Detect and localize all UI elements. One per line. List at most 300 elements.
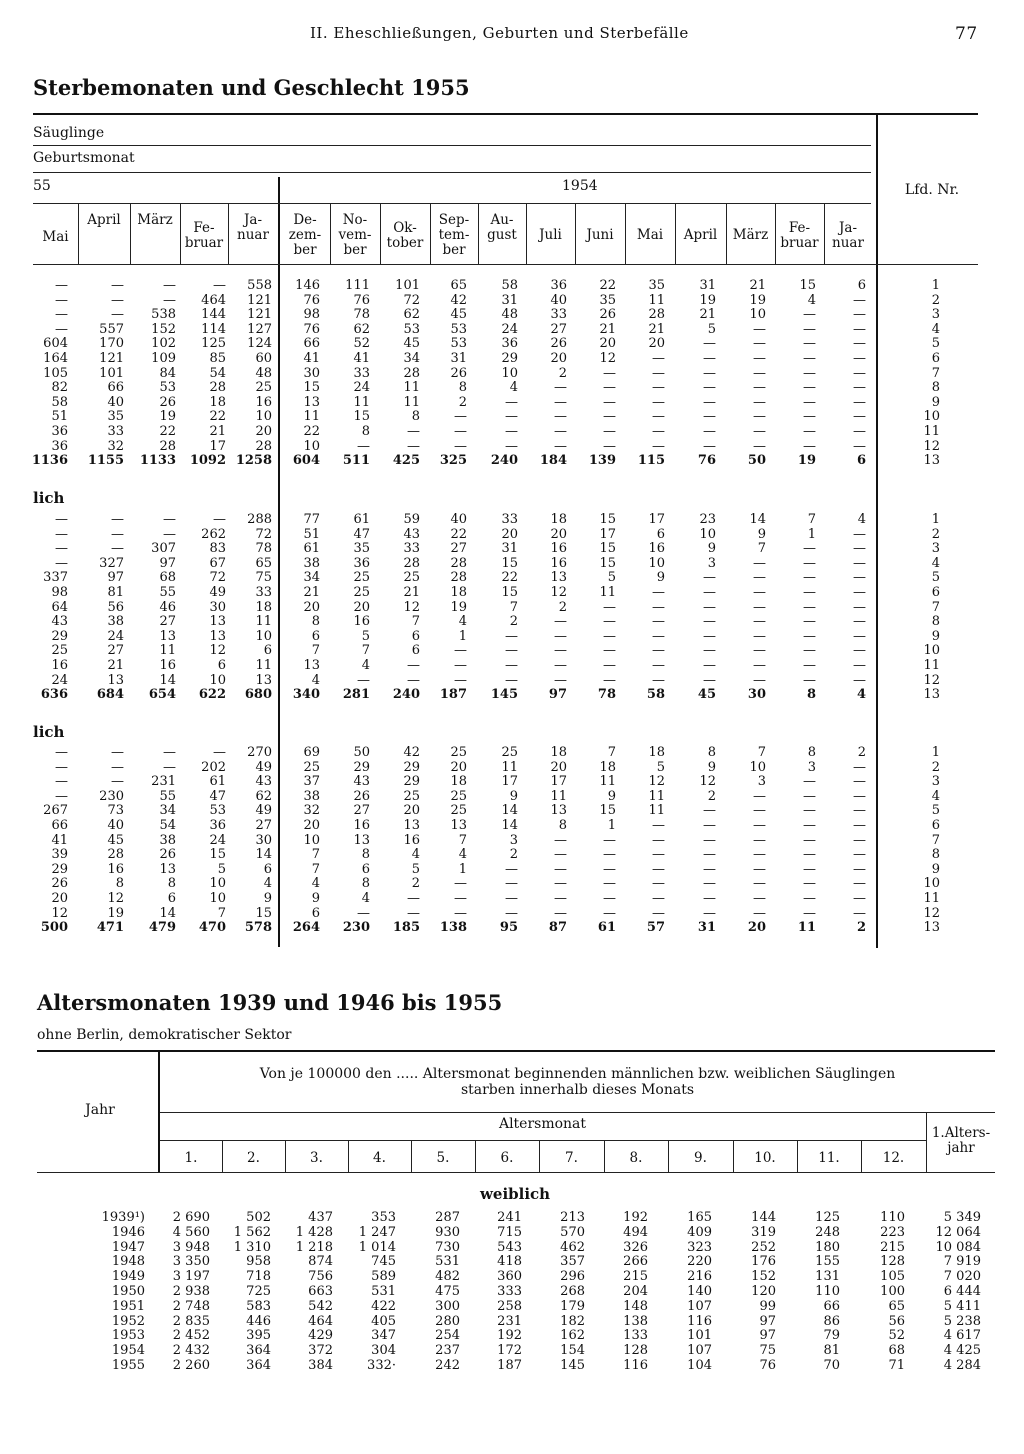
column-divider [526,204,527,264]
table-cell: 48 [255,365,272,381]
table-cell: 4 [458,614,467,630]
table-cell: 4 [411,847,420,863]
table-cell: 17 [501,774,518,790]
row-number: 3 [931,774,940,790]
table-cell: 187 [497,1358,522,1373]
table-cell: — [853,803,866,819]
table-cell: 107 [687,1343,712,1359]
table-cell: 15 [303,380,320,396]
table-cell: — [357,905,370,921]
table-cell: 28 [159,438,176,454]
table-cell: 270 [247,745,272,760]
table-cell: 14 [749,512,766,527]
table-cell: 45 [107,832,124,848]
table-cell: 340 [292,687,320,703]
table-cell: 16 [550,541,567,557]
table-cell: — [603,861,616,877]
table-cell: — [803,774,816,790]
table-cell: 2 [509,614,518,630]
table-cell: 145 [560,1358,585,1373]
table-cell: 296 [560,1269,585,1285]
table-cell: 16 [159,658,176,673]
table-cell: — [803,365,816,381]
table-cell: 11 [599,774,616,790]
table-cell: 192 [623,1210,648,1225]
table-cell: 128 [880,1254,905,1270]
table-cell: 409 [687,1224,712,1240]
rule-year [33,203,871,204]
table-cell: — [505,905,518,921]
table-cell: — [753,585,766,600]
table-cell: 332· [367,1358,396,1373]
table-cell: 52 [888,1328,905,1344]
table-cell: — [505,628,518,644]
column-header: Au- gust [487,212,517,243]
table-cell: 7 919 [943,1254,981,1270]
table-cell: 11 [403,394,420,410]
table-cell: 20 [51,891,68,906]
table-cell: 604 [292,453,320,469]
table-cell: — [753,424,766,439]
table-cell: 24 [107,628,124,644]
table-cell: — [554,643,567,659]
table-cell: 121 [247,307,272,323]
table-cell: — [603,614,616,630]
table-cell: 140 [687,1284,712,1299]
table-cell: — [652,599,665,615]
table-cell: 22 [209,409,226,425]
table-cell: 5 [656,759,665,775]
table-cell: 18 [255,599,272,615]
table-cell: — [753,409,766,425]
table-cell: — [55,307,68,323]
table-cell: 20 [303,599,320,615]
table-cell: 138 [439,920,467,936]
table-cell: 10 [209,891,226,906]
table-cell: 538 [151,307,176,323]
row-number: 9 [931,628,940,644]
table-cell: 7 020 [943,1269,981,1285]
table-cell: 223 [880,1224,905,1240]
table-cell: 38 [159,832,176,848]
table-cell: 6 444 [943,1284,981,1299]
table-cell: — [853,876,866,892]
table-cell: — [652,905,665,921]
table-cell: 7 [311,847,320,863]
table-cell: — [505,394,518,410]
table-cell: — [803,861,816,877]
month-divider [348,1141,349,1172]
table-cell: 46 [159,599,176,615]
table-cell: 61 [209,774,226,790]
table-cell: 20 [501,526,518,542]
table-cell: 3 [757,774,766,790]
page-number: 77 [955,24,978,44]
table-cell: 27 [159,614,176,630]
column-header: De- zem- ber [288,212,322,258]
table-cell: — [603,380,616,396]
table-cell: 62 [353,321,370,337]
table-cell: 9 [263,891,272,906]
table-cell: — [853,409,866,425]
table-cell: 29 [403,774,420,790]
table-cell: 101 [395,278,420,293]
table-cell: 16 [550,555,567,571]
table-cell: — [454,672,467,688]
table-cell: 19 [107,905,124,921]
table-cell: 482 [435,1269,460,1285]
table-cell: 11 [255,614,272,630]
table-cell: — [853,380,866,396]
table-cell: — [554,614,567,630]
table-cell: — [505,876,518,892]
table-cell: — [803,585,816,600]
year-cell: 1949 [111,1269,145,1285]
table-cell: 231 [497,1313,522,1329]
table-cell: — [163,512,176,527]
table-cell: — [652,861,665,877]
table-cell: 8 [361,876,370,892]
table-cell: 21 [599,321,616,337]
table-cell: — [703,394,716,410]
table-cell: — [55,512,68,527]
table-cell: 41 [51,832,68,848]
table-cell: 6 [411,628,420,644]
table-cell: 745 [371,1254,396,1270]
table-cell: — [803,788,816,804]
table-cell: 48 [501,307,518,323]
row-number: 1 [931,745,940,760]
row-number: 6 [931,585,940,600]
table-cell: 1 218 [295,1239,333,1255]
table-cell: 98 [51,585,68,600]
table-cell: — [853,351,866,366]
table-cell: — [753,628,766,644]
table-cell: 15 [599,512,616,527]
year-cell: 1952 [111,1313,145,1329]
table-cell: — [753,788,766,804]
table-cell: 31 [697,920,716,936]
table-cell: 4 [807,292,816,308]
table-cell: — [803,351,816,366]
table-cell: 176 [751,1254,776,1270]
table-cell: 72 [255,526,272,542]
column-header: Fe- bruar [184,220,224,251]
table-cell: 1258 [235,453,272,469]
table-cell: 326 [623,1239,648,1255]
table-cell: 4 284 [943,1358,981,1373]
table-cell: 357 [560,1254,585,1270]
table-cell: 930 [435,1224,460,1240]
column-header: April [87,212,121,228]
table-cell: — [803,847,816,863]
table-cell: 114 [201,321,226,337]
table-cell: 4 [361,891,370,906]
table-cell: 33 [403,541,420,557]
table-cell: 4 [263,876,272,892]
table-cell: — [753,336,766,352]
table-cell: 15 [599,803,616,819]
table-cell: 107 [687,1298,712,1314]
table-cell: 1136 [31,453,68,469]
column-divider [78,204,79,264]
table-cell: 304 [371,1343,396,1359]
table-cell: — [853,555,866,571]
table-cell: — [703,847,716,863]
table-cell: — [753,832,766,848]
table-cell: — [803,555,816,571]
label-year-1954: 1954 [562,178,598,194]
table-cell: 364 [246,1343,271,1359]
table-cell: — [803,307,816,323]
table-cell: — [652,628,665,644]
table-cell: 165 [687,1210,712,1225]
table-cell: 1 428 [295,1224,333,1240]
table-cell: 372 [308,1343,333,1359]
table-cell: 462 [560,1239,585,1255]
table-cell: 47 [209,788,226,804]
table-cell: 32 [303,803,320,819]
table-cell: 36 [209,818,226,833]
table-cell: 61 [303,541,320,557]
table-cell: 2 [856,920,866,936]
table-cell: 663 [308,1284,333,1299]
table-cell: 170 [99,336,124,352]
table-cell: 20 [303,818,320,833]
table-cell: — [853,861,866,877]
column-header: März [732,227,769,243]
table-cell: 164 [43,351,68,366]
table-cell: — [803,599,816,615]
table-cell: 21 [749,278,766,293]
table-cell: 958 [246,1254,271,1270]
row-number: 11 [923,424,940,439]
table-cell: 6 [263,643,272,659]
table-cell: 28 [450,555,467,571]
table-cell: — [703,336,716,352]
month-divider [475,1141,476,1172]
table-cell: 31 [699,278,716,293]
table-cell: 730 [435,1239,460,1255]
table-cell: — [652,643,665,659]
table-cell: 24 [51,672,68,688]
year-cell: 1950 [111,1284,145,1299]
table-cell: — [853,541,866,557]
table-cell: 1 [458,861,467,877]
table-cell: 40 [550,292,567,308]
table-cell: — [853,599,866,615]
table-cell: 35 [648,278,665,293]
table-cell: 1 [607,818,616,833]
table-cell: 72 [403,292,420,308]
table-cell: 268 [560,1284,585,1299]
column-divider [380,204,381,264]
table-cell: 327 [99,555,124,571]
table-cell: — [454,438,467,454]
table-cell: — [111,307,124,323]
table-cell: 464 [201,292,226,308]
table-cell: 7 [361,643,370,659]
table-cell: 12 [599,351,616,366]
table-cell: — [753,321,766,337]
table-cell: 71 [888,1358,905,1373]
table-cell: 24 [209,832,226,848]
table-cell: 11 [403,380,420,396]
table-cell: — [853,307,866,323]
table-cell: 4 [458,847,467,863]
table-cell: — [853,774,866,790]
table-cell: 5 349 [943,1210,981,1225]
table-cell: 10 [209,876,226,892]
table-cell: — [357,672,370,688]
table-cell: — [55,321,68,337]
table-cell: — [853,365,866,381]
column-header: Sep- tem- ber [438,212,470,258]
table-cell: — [163,278,176,293]
table-cell: 604 [43,336,68,352]
table-cell: — [803,541,816,557]
month-divider [861,1141,862,1172]
row-number: 13 [923,687,940,703]
table-cell: 11 [599,585,616,600]
table-cell: — [853,759,866,775]
table-cell: — [407,905,420,921]
row-number: 7 [931,365,940,381]
table-cell: 55 [159,788,176,804]
year-cell: 1954 [111,1343,145,1359]
table-cell: 145 [490,687,518,703]
table-cell: 152 [151,321,176,337]
month-header: 2. [247,1150,260,1166]
table-cell: — [703,861,716,877]
column-header: April [683,227,718,243]
table-cell: 258 [497,1298,522,1314]
table-cell: 280 [435,1313,460,1329]
table-cell: 21 [403,585,420,600]
table-cell: 16 [403,832,420,848]
table-cell: 500 [40,920,68,936]
table-cell: — [603,891,616,906]
table-cell: — [803,321,816,337]
year-cell: 1947 [111,1239,145,1255]
table-cell: 40 [107,818,124,833]
table-cell: 6 [311,628,320,644]
month-divider [222,1141,223,1172]
table-cell: 4 [509,380,518,396]
table-cell: 97 [759,1313,776,1329]
table-cell: — [454,409,467,425]
table-cell: — [753,438,766,454]
table-cell: 43 [403,526,420,542]
table-cell: 62 [403,307,420,323]
table-cell: 264 [292,920,320,936]
table-cell: — [652,585,665,600]
table-cell: — [853,336,866,352]
table-cell: — [803,614,816,630]
table-cell: 53 [159,380,176,396]
table-cell: 9 [757,526,766,542]
table-cell: 50 [747,453,766,469]
table-cell: 2 452 [172,1328,210,1344]
label-year-55: 55 [33,178,51,194]
table-cell: 187 [439,687,467,703]
table-cell: 26 [159,394,176,410]
table-cell: 3 948 [172,1239,210,1255]
table-cell: 33 [550,307,567,323]
year-cell: 1939¹) [101,1210,145,1225]
table-cell: 25 [450,788,467,804]
table-cell: 5 [361,628,370,644]
table-cell: 10 [501,365,518,381]
table-cell: — [753,555,766,571]
table-cell: 67 [209,555,226,571]
table-cell: — [703,614,716,630]
table-cell: 12 [550,585,567,600]
table-cell: 52 [353,336,370,352]
table-cell: 120 [751,1284,776,1299]
table-cell: 60 [255,351,272,366]
table-cell: — [111,745,124,760]
table-cell: 125 [201,336,226,352]
table-cell: — [505,891,518,906]
table-cell: 13 [303,394,320,410]
table-cell: 4 [361,658,370,673]
table-cell: 15 [501,555,518,571]
table-cell: 19 [797,453,816,469]
table-cell: 4 [311,672,320,688]
table-cell: — [111,526,124,542]
table-cell: — [853,818,866,833]
table-cell: 133 [623,1328,648,1344]
table-cell: — [652,818,665,833]
table-cell: 10 084 [935,1239,981,1255]
table-cell: 121 [99,351,124,366]
table-cell: 66 [303,336,320,352]
table-cell: — [703,380,716,396]
table-cell: 12 [648,774,665,790]
row-number: 2 [931,292,940,308]
table-cell: 319 [751,1224,776,1240]
table-cell: — [454,876,467,892]
table-cell: 19 [699,292,716,308]
table-cell: — [603,365,616,381]
table-cell: — [454,643,467,659]
table-cell: 16 [353,818,370,833]
table-cell: 8 [707,745,716,760]
table-cell: 68 [159,570,176,586]
table-cell: 11 [255,658,272,673]
table-cell: 2 748 [172,1298,210,1314]
table-cell: 288 [247,512,272,527]
row-number: 5 [931,570,940,586]
table-cell: — [703,351,716,366]
table-cell: 248 [815,1224,840,1240]
row-number: 1 [931,512,940,527]
table-cell: 5 411 [943,1298,981,1314]
table-cell: — [652,847,665,863]
table-cell: 437 [308,1210,333,1225]
table-cell: 76 [303,292,320,308]
table-cell: 27 [107,643,124,659]
table-cell: — [753,672,766,688]
table-cell: — [753,861,766,877]
section2-label: lich [33,489,65,507]
table-cell: 25 [255,380,272,396]
table-cell: 9 [707,541,716,557]
table-cell: 83 [209,541,226,557]
column-divider [824,204,825,264]
table-cell: — [703,672,716,688]
